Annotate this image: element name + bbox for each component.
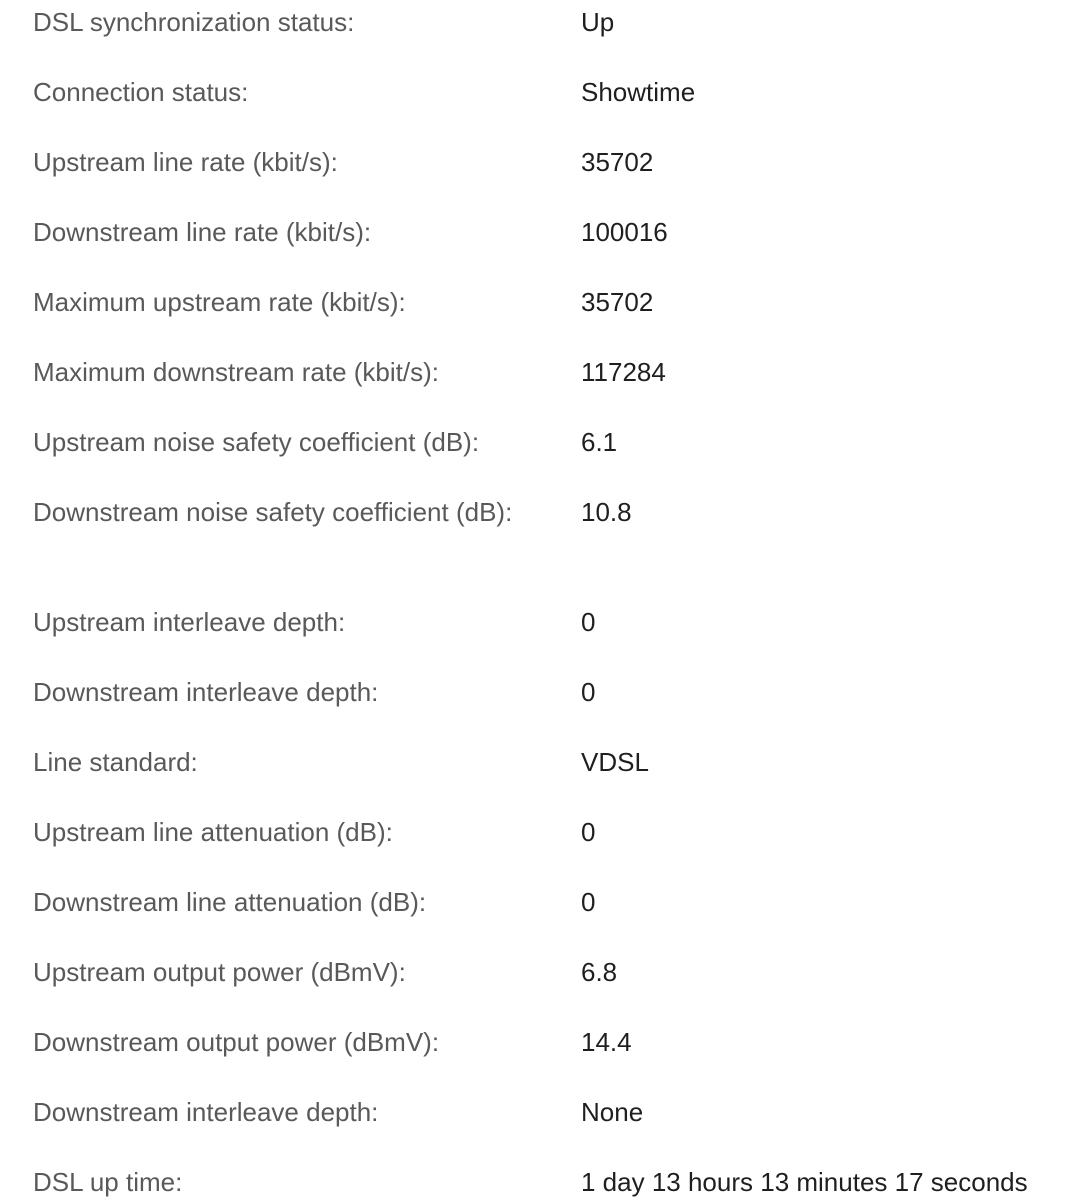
- info-row-downstream-interleave-depth: [0, 674, 1092, 744]
- info-row-downstream-output-power: [0, 1024, 1092, 1094]
- info-row-downstream-interleave-depth-2: [0, 1094, 1092, 1164]
- info-label: Downstream interleave depth:: [33, 677, 379, 707]
- info-row-upstream-noise-margin: [0, 424, 1092, 494]
- info-row-dsl-uptime: [0, 1164, 1092, 1200]
- info-value: None: [581, 1097, 644, 1127]
- info-row-max-upstream-rate: [0, 284, 1092, 354]
- info-label: DSL up time:: [33, 1167, 183, 1197]
- info-row-downstream-line-rate: [0, 214, 1092, 284]
- info-value: 1 day 13 hours 13 minutes 17 seconds: [581, 1167, 1028, 1197]
- info-label: DSL synchronization status:: [33, 7, 355, 37]
- info-value: 100016: [581, 217, 668, 247]
- info-value: 0: [581, 607, 596, 637]
- info-label: Downstream noise safety coefficient (dB):: [33, 497, 513, 527]
- info-label: Downstream output power (dBmV):: [33, 1027, 440, 1057]
- info-label: Downstream line rate (kbit/s):: [33, 217, 372, 247]
- info-value: VDSL: [581, 747, 649, 777]
- info-row-downstream-noise-margin: [0, 494, 1092, 604]
- info-value: 35702: [581, 147, 654, 177]
- info-value: 0: [581, 887, 596, 917]
- info-row-max-downstream-rate: [0, 354, 1092, 424]
- info-label: Maximum upstream rate (kbit/s):: [33, 287, 406, 317]
- info-label: Connection status:: [33, 77, 249, 107]
- info-value: 117284: [581, 357, 666, 387]
- info-value: 0: [581, 677, 596, 707]
- info-value: 10.8: [581, 497, 632, 527]
- info-label: Upstream output power (dBmV):: [33, 957, 406, 987]
- info-value: Showtime: [581, 77, 696, 107]
- info-row-connection-status: [0, 74, 1092, 144]
- info-value: 35702: [581, 287, 654, 317]
- info-value: Up: [581, 7, 615, 37]
- info-row-line-standard: [0, 744, 1092, 814]
- info-value: 14.4: [581, 1027, 632, 1057]
- info-label: Upstream noise safety coefficient (dB):: [33, 427, 480, 457]
- info-label: Line standard:: [33, 747, 198, 777]
- info-row-upstream-interleave-depth: [0, 604, 1092, 674]
- info-label: Downstream line attenuation (dB):: [33, 887, 427, 917]
- info-row-upstream-line-rate: [0, 144, 1092, 214]
- info-value: 6.8: [581, 957, 618, 987]
- info-label: Upstream line attenuation (dB):: [33, 817, 393, 847]
- info-label: Downstream interleave depth:: [33, 1097, 379, 1127]
- info-row-sync-status: [0, 4, 1092, 74]
- info-value: 0: [581, 817, 596, 847]
- info-row-downstream-attenuation: [0, 884, 1092, 954]
- info-value: 6.1: [581, 427, 618, 457]
- info-row-upstream-output-power: [0, 954, 1092, 1024]
- info-label: Maximum downstream rate (kbit/s):: [33, 357, 439, 387]
- info-label: Upstream interleave depth:: [33, 607, 346, 637]
- info-label: Upstream line rate (kbit/s):: [33, 147, 338, 177]
- info-row-upstream-attenuation: [0, 814, 1092, 884]
